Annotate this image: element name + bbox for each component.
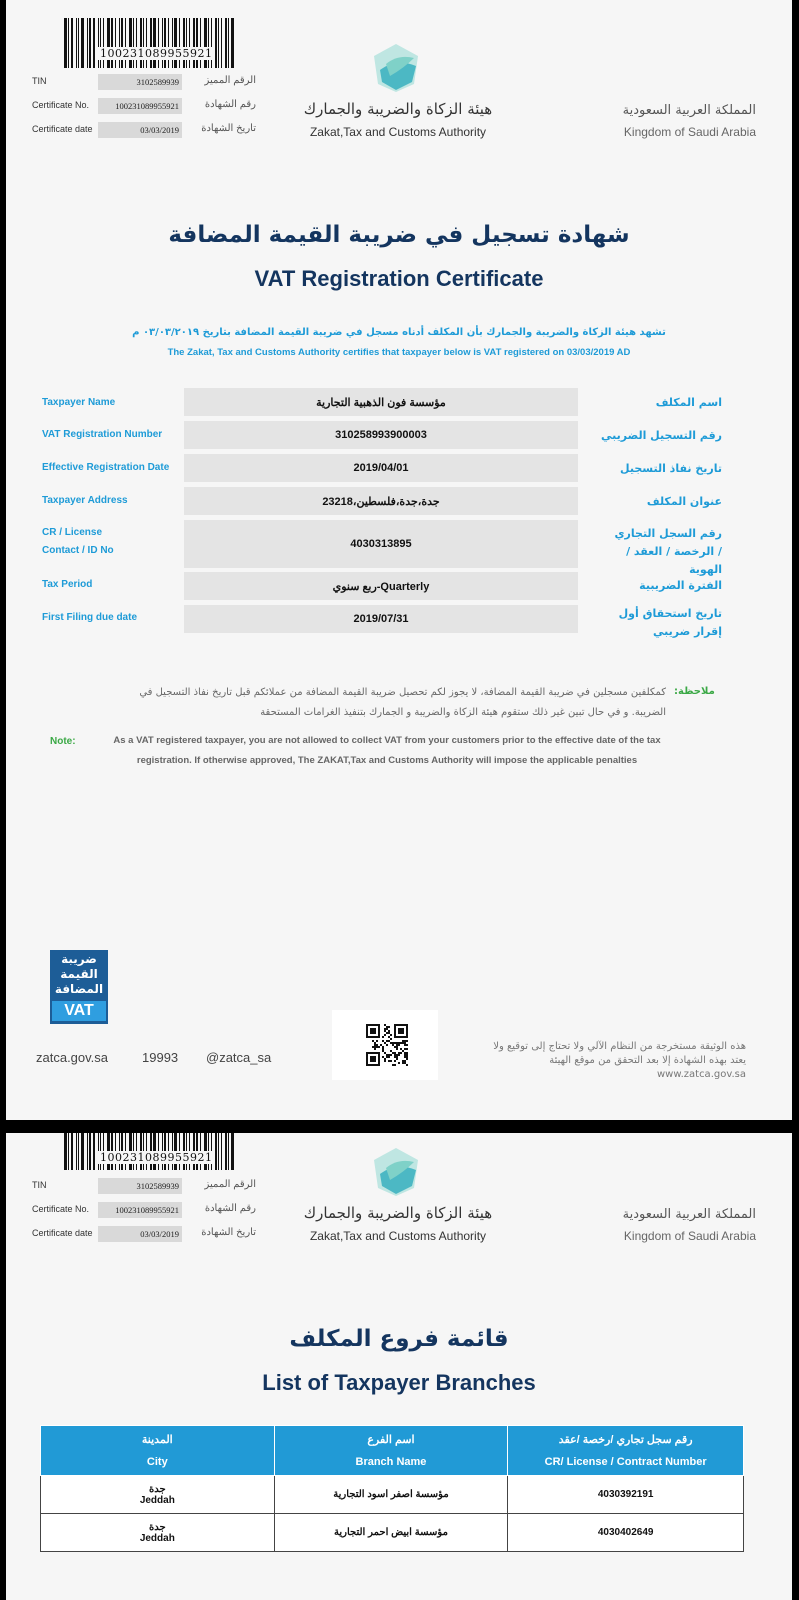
barcode-bar	[140, 18, 142, 68]
cert-date-label: Certificate date	[32, 1228, 93, 1238]
header-label-en: City	[146, 1455, 168, 1468]
barcode-bar	[129, 18, 132, 68]
field-label-en: VAT Registration Number	[42, 429, 163, 440]
field-label-en: Taxpayer Address	[42, 495, 128, 506]
barcode-bar	[218, 18, 219, 68]
qr-module	[386, 1032, 388, 1034]
branch-name-cell: مؤسسة اصفر اسود التجارية	[274, 1476, 508, 1514]
country-name-en: Kingdom of Saudi Arabia	[623, 125, 756, 139]
qr-module	[384, 1024, 386, 1026]
city-cell	[41, 1476, 275, 1514]
qr-module	[388, 1036, 390, 1038]
barcode-bar	[87, 1133, 88, 1170]
qr-module	[404, 1062, 406, 1064]
tin-row	[32, 74, 262, 90]
header-cr-number	[508, 1426, 744, 1476]
barcode-bar	[71, 18, 73, 68]
qr-module	[378, 1046, 380, 1048]
qr-module	[384, 1058, 386, 1060]
qr-module	[392, 1064, 394, 1066]
note-text-en: As a VAT registered taxpayer, you are not allowed to collect VAT from your customers prior to the effective date of the tax registration. If otherwise approved, The ZAKAT,Tax and Customs Authority will impose the applicable penalties	[113, 735, 661, 766]
qr-module	[404, 1044, 406, 1046]
city-ar: جدة	[148, 1483, 166, 1495]
qr-module	[398, 1028, 404, 1034]
qr-module	[406, 1064, 408, 1066]
disclaimer-text-ar: هذه الوثيقة مستخرجة من النظام الآلي ولا تحتاج إلى توقيع ولا يعتد بهذه الشهادة إلا بعد التحقق من موقع الهيئة	[493, 1041, 746, 1066]
qr-module	[384, 1042, 386, 1044]
field-label-ar: الفترة الضريبية	[639, 579, 722, 592]
qr-module	[372, 1040, 374, 1042]
barcode-bar	[225, 1133, 227, 1170]
qr-module	[374, 1048, 376, 1050]
qr-module	[396, 1046, 398, 1048]
qr-module	[372, 1046, 374, 1048]
barcode-bar	[162, 18, 163, 68]
barcode-bar	[93, 18, 95, 68]
qr-module	[370, 1056, 376, 1062]
cert-no-value: 100231089955921	[98, 1202, 182, 1218]
qr-module	[400, 1042, 402, 1044]
field-value: 310258993900003	[184, 421, 578, 449]
barcode-bar	[81, 1133, 84, 1170]
vat-logo-ar: ضريبة القيمة المضافة	[54, 952, 104, 996]
header-label-ar: المدينة	[141, 1433, 173, 1446]
qr-module	[396, 1054, 398, 1056]
footer-website[interactable]: zatca.gov.sa	[36, 1050, 109, 1065]
barcode-bar	[64, 18, 67, 68]
barcode-bar	[208, 18, 209, 68]
qr-module	[398, 1052, 400, 1054]
qr-module	[388, 1040, 390, 1042]
branches-table	[40, 1425, 744, 1552]
tin-label-ar: الرقم المميز	[204, 75, 256, 86]
barcode-bar	[68, 1133, 69, 1170]
disclaimer	[476, 1040, 746, 1082]
barcode-bar	[121, 18, 123, 68]
city-en: Jeddah	[139, 1532, 175, 1544]
qr-module	[404, 1040, 406, 1042]
qr-module	[402, 1040, 404, 1042]
barcode-number: 100231089955921	[100, 47, 213, 60]
qr-module	[402, 1050, 404, 1052]
qr-module	[406, 1058, 408, 1060]
qr-module	[398, 1042, 400, 1044]
field-value: مؤسسة فون الذهبية التجارية	[184, 388, 578, 416]
barcode-bar	[89, 18, 91, 68]
barcode-bar	[189, 18, 190, 68]
cert-date-row	[32, 122, 262, 138]
qr-module	[376, 1044, 378, 1046]
footer-social-handle[interactable]: @zatca_sa	[206, 1050, 272, 1065]
qr-module	[406, 1052, 408, 1054]
qr-module	[404, 1054, 406, 1056]
qr-module	[404, 1042, 406, 1044]
authority-name-en: Zakat,Tax and Customs Authority	[309, 125, 487, 139]
header-label-ar: رقم سجل تجاري /رخصة /عقد	[558, 1433, 693, 1446]
city-ar: جدة	[148, 1521, 166, 1533]
branches-page	[6, 1133, 792, 1600]
table-row	[41, 1476, 744, 1514]
barcode-bar	[225, 18, 227, 68]
qr-module	[392, 1042, 394, 1044]
tin-label: TIN	[32, 76, 47, 86]
barcode-bar	[153, 18, 156, 68]
city-cell	[41, 1514, 275, 1552]
page-title-ar: شهادة تسجيل في ضريبة القيمة المضافة	[168, 222, 630, 248]
barcode-bar	[204, 18, 207, 68]
qr-module	[384, 1028, 386, 1030]
field-value: 2019/04/01	[184, 454, 578, 482]
qr-module	[394, 1052, 396, 1054]
zatca-logo-icon	[368, 40, 424, 96]
qr-module	[384, 1060, 386, 1062]
qr-module	[386, 1056, 388, 1058]
qr-module	[388, 1060, 390, 1062]
qr-module	[390, 1034, 392, 1036]
qr-module	[392, 1044, 394, 1046]
tin-value: 3102589939	[98, 74, 182, 90]
field-value: ربع سنوي-Quarterly	[184, 572, 578, 600]
qr-module	[390, 1038, 392, 1040]
qr-module	[390, 1060, 392, 1062]
cert-no-label: Certificate No.	[32, 1204, 90, 1214]
field-label-en: Taxpayer Name	[42, 397, 116, 408]
barcode-bar	[150, 18, 152, 68]
barcode-bar	[89, 1133, 91, 1170]
qr-module	[398, 1062, 400, 1064]
qr-module	[382, 1040, 384, 1042]
certify-statement-ar: تشهد هيئة الزكاة والضريبة والجمارك بأن المكلف أدناه مسجل في ضريبة القيمة المضافة بتاريخ ٠٣/٠٣/٢٠١٩ م	[132, 327, 666, 338]
field-label-ar: رقم التسجيل الضريبي	[601, 429, 722, 442]
qr-module	[394, 1056, 396, 1058]
field-label-ar: تاريخ نفاذ التسجيل	[620, 462, 722, 475]
barcode-bar	[179, 18, 180, 68]
qr-module	[402, 1062, 404, 1064]
qr-module	[406, 1054, 408, 1056]
certificate-page	[6, 0, 792, 1120]
barcode-bar	[168, 18, 169, 68]
barcode-bar	[98, 18, 99, 68]
table-header-row	[41, 1426, 744, 1476]
qr-module	[380, 1044, 382, 1046]
authority-name-ar: هيئة الزكاة والضريبة والجمارك	[303, 100, 493, 118]
barcode-bar	[68, 18, 69, 68]
qr-module	[404, 1060, 406, 1062]
barcode-bar	[87, 18, 88, 68]
qr-module	[384, 1030, 386, 1032]
barcode-bar	[193, 18, 195, 68]
qr-module	[386, 1040, 388, 1042]
cert-date-label-ar: تاريخ الشهادة	[201, 1227, 256, 1238]
field-label-en: First Filing due date	[42, 612, 138, 623]
qr-module	[402, 1042, 404, 1044]
cert-date-row	[32, 1226, 262, 1242]
qr-module	[376, 1046, 378, 1048]
qr-module	[404, 1056, 406, 1058]
cert-no-label-ar: رقم الشهادة	[204, 1203, 256, 1214]
barcode-bar	[103, 18, 104, 68]
qr-module	[396, 1056, 398, 1058]
barcode-bar	[133, 18, 134, 68]
field-label-en: Tax Period	[42, 579, 93, 590]
qr-module	[398, 1054, 400, 1056]
cr-number-cell: 4030392191	[508, 1476, 744, 1514]
barcode-bar	[143, 18, 144, 68]
field-label-ar: رقم السجل التجاري / الرخصة / العقد / الهوية	[614, 527, 722, 576]
barcode-bar	[64, 1133, 67, 1170]
note-label-ar: ملاحظة:	[674, 686, 715, 697]
qr-code-icon	[366, 1024, 408, 1066]
qr-module	[390, 1054, 392, 1056]
barcode-bar	[172, 18, 173, 68]
qr-module	[388, 1056, 390, 1058]
cert-no-label: Certificate No.	[32, 100, 90, 110]
tin-row	[32, 1178, 262, 1194]
cert-date-value: 03/03/2019	[98, 122, 182, 138]
cert-date-value: 03/03/2019	[98, 1226, 182, 1242]
qr-module	[394, 1060, 396, 1062]
qr-module	[406, 1044, 408, 1046]
vat-logo	[50, 950, 108, 1024]
qr-module	[396, 1048, 398, 1050]
qr-module	[386, 1026, 388, 1028]
barcode-bar	[107, 18, 110, 68]
barcode-bar	[174, 18, 177, 68]
cr-number-cell: 4030402649	[508, 1514, 744, 1552]
qr-module	[374, 1042, 376, 1044]
qr-module	[394, 1064, 396, 1066]
qr-module	[382, 1050, 384, 1052]
field-label-en: Effective Registration Date	[42, 462, 170, 473]
barcode-bar	[221, 1133, 222, 1170]
footer-phone: 19993	[142, 1050, 179, 1065]
cert-date-label-ar: تاريخ الشهادة	[201, 123, 256, 134]
qr-module	[386, 1054, 388, 1056]
barcode-bar	[164, 18, 166, 68]
barcode-bar	[136, 18, 137, 68]
barcode-bar	[71, 1133, 73, 1170]
barcode-bar	[100, 18, 101, 68]
field-label-en: CR / License Contact / ID No	[42, 527, 114, 556]
field-value: 4030313895	[184, 520, 578, 568]
qr-module	[394, 1042, 396, 1044]
cert-no-row	[32, 98, 262, 114]
certify-statement-en: The Zakat, Tax and Customs Authority certifies that taxpayer below is VAT registered on 03/03/2019 AD	[167, 347, 631, 358]
qr-module	[390, 1042, 392, 1044]
qr-code-box	[332, 1010, 438, 1080]
field-label-ar: اسم المكلف	[655, 396, 722, 409]
field-value: جدة،جدة،فلسطين،23218	[184, 487, 578, 515]
qr-module	[386, 1028, 388, 1030]
header-label-en: CR/ License / Contract Number	[544, 1455, 707, 1468]
header-label-ar: اسم الفرع	[367, 1433, 415, 1446]
qr-module	[382, 1036, 384, 1038]
country-name-en: Kingdom of Saudi Arabia	[623, 1229, 756, 1243]
tin-label-ar: الرقم المميز	[204, 1179, 256, 1190]
barcode-bar	[119, 18, 120, 68]
qr-module	[374, 1046, 376, 1048]
page-title-ar: قائمة فروع المكلف	[289, 1326, 509, 1352]
cert-date-label: Certificate date	[32, 124, 93, 134]
cert-no-row	[32, 1202, 262, 1218]
barcode-bar	[115, 18, 116, 68]
qr-module	[388, 1032, 390, 1034]
qr-module	[384, 1034, 386, 1036]
qr-module	[376, 1040, 378, 1042]
qr-module	[374, 1044, 376, 1046]
qr-module	[394, 1054, 396, 1056]
qr-module	[392, 1052, 394, 1054]
barcode-bar	[183, 18, 185, 68]
barcode-bar	[76, 18, 77, 68]
qr-module	[404, 1048, 406, 1050]
barcode-bar	[231, 1133, 234, 1170]
barcode-bar	[125, 18, 126, 68]
header-branch-name	[274, 1426, 508, 1476]
barcode-bar	[158, 18, 159, 68]
table-row	[41, 1514, 744, 1552]
header-city	[41, 1426, 275, 1476]
barcode-bar	[78, 18, 79, 68]
qr-module	[400, 1048, 402, 1050]
qr-module	[396, 1044, 398, 1046]
field-label-ar: عنوان المكلف	[646, 495, 722, 508]
barcode-bar	[146, 18, 147, 68]
barcode-bar	[81, 18, 84, 68]
qr-module	[402, 1060, 404, 1062]
qr-module	[404, 1052, 406, 1054]
qr-module	[406, 1040, 408, 1042]
field-value: 2019/07/31	[184, 605, 578, 633]
barcode-bar	[111, 18, 113, 68]
qr-module	[406, 1056, 408, 1058]
qr-module	[406, 1048, 408, 1050]
barcode-bar	[215, 18, 217, 68]
qr-module	[388, 1030, 390, 1032]
qr-module	[396, 1058, 398, 1060]
barcode-bar	[186, 18, 187, 68]
page-title-en: VAT Registration Certificate	[254, 266, 544, 291]
city-en: Jeddah	[139, 1494, 175, 1506]
note-text-ar: كمكلفين مسجلين في ضريبة القيمة المضافة، لا يجوز لكم تحصيل ضريبة القيمة المضافة من عملائكم قبل تاريخ نفاذ التسجيل في الضريبة. و في حال تبين غير ذلك ستقوم هيئة الزكاة والضريبة و الجمارك بتنفيذ الغرامات المستحقة	[139, 687, 666, 718]
qr-module	[382, 1046, 384, 1048]
barcode-bar	[231, 18, 234, 68]
qr-module	[398, 1044, 400, 1046]
qr-module	[370, 1028, 376, 1034]
authority-name-ar: هيئة الزكاة والضريبة والجمارك	[303, 1204, 493, 1222]
cert-no-label-ar: رقم الشهادة	[204, 99, 256, 110]
cert-no-value: 100231089955921	[98, 98, 182, 114]
qr-module	[382, 1056, 384, 1058]
barcode-bar	[228, 18, 229, 68]
note-label-en: Note:	[50, 736, 76, 747]
barcode-bar	[78, 1133, 79, 1170]
barcode-bar	[221, 18, 222, 68]
zatca-logo-icon	[368, 1144, 424, 1200]
qr-module	[400, 1052, 402, 1054]
page-title-en: List of Taxpayer Branches	[262, 1370, 536, 1395]
barcode-bar	[196, 18, 198, 68]
qr-module	[382, 1048, 384, 1050]
vat-logo-en: VAT	[52, 1001, 106, 1021]
barcode-bar	[218, 1133, 219, 1170]
authority-name-en: Zakat,Tax and Customs Authority	[309, 1229, 487, 1243]
qr-module	[396, 1042, 398, 1044]
country-name-ar: المملكة العربية السعودية	[622, 103, 756, 118]
qr-module	[388, 1026, 390, 1028]
barcode-bar	[215, 1133, 217, 1170]
tin-value: 3102589939	[98, 1178, 182, 1194]
country-name-ar: المملكة العربية السعودية	[622, 1207, 756, 1222]
barcode-bar	[76, 1133, 77, 1170]
branch-name-cell: مؤسسة ابيض احمر التجارية	[274, 1514, 508, 1552]
barcode-bar	[228, 1133, 229, 1170]
qr-module	[394, 1046, 396, 1048]
barcode-bar	[211, 18, 212, 68]
barcode-bar	[93, 1133, 95, 1170]
barcode-bar	[200, 18, 201, 68]
disclaimer-url[interactable]: www.zatca.gov.sa	[656, 1069, 746, 1080]
barcode-number: 100231089955921	[100, 1151, 213, 1164]
qr-module	[388, 1054, 390, 1056]
qr-module	[384, 1052, 386, 1054]
qr-module	[390, 1050, 392, 1052]
barcode	[64, 18, 252, 68]
header-label-en: Branch Name	[355, 1455, 427, 1468]
field-label-ar: تاريخ استحقاق أول إقرار ضريبي	[618, 607, 722, 638]
tin-label: TIN	[32, 1180, 47, 1190]
qr-module	[386, 1044, 388, 1046]
